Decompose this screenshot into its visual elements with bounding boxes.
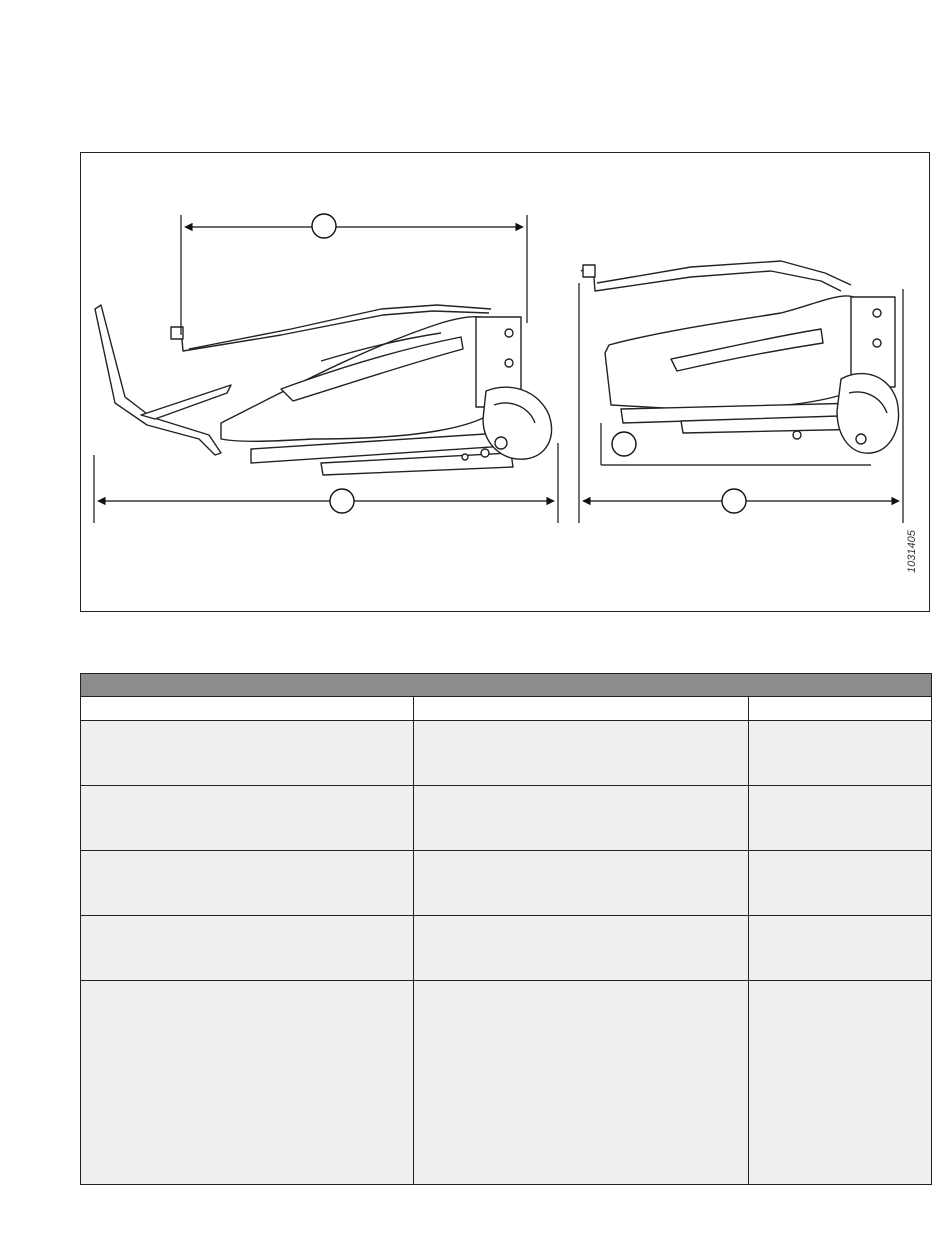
table-header-cell [81,697,414,721]
figure-frame [80,152,930,612]
table-row [81,851,932,916]
table-cell [749,786,932,851]
table-cell [81,721,414,786]
table-cell [749,981,932,1185]
table-cell [414,851,749,916]
header-illustration [81,153,931,613]
table-cell [81,851,414,916]
callout-b [330,489,354,513]
table-title-row [81,674,932,697]
table-cell [749,851,932,916]
table-header-row [81,697,932,721]
table-header-cell [414,697,749,721]
left-header-drawing [95,305,552,475]
table-cell [81,981,414,1185]
table-cell [749,721,932,786]
right-header-drawing [581,261,899,453]
callout-d [612,432,636,456]
table-cell [749,916,932,981]
table-row [81,786,932,851]
table-cell [81,916,414,981]
table-row [81,981,932,1185]
table-row [81,721,932,786]
table-row [81,916,932,981]
table-header-cell [749,697,932,721]
spec-table [80,673,932,1185]
table-cell [81,786,414,851]
table-cell [414,721,749,786]
figure-id-label: 1031405 [906,530,918,573]
table-cell [414,981,749,1185]
callout-c [722,489,746,513]
table-cell [414,786,749,851]
table-title [81,674,932,697]
table-cell [414,916,749,981]
callout-a [312,214,336,238]
